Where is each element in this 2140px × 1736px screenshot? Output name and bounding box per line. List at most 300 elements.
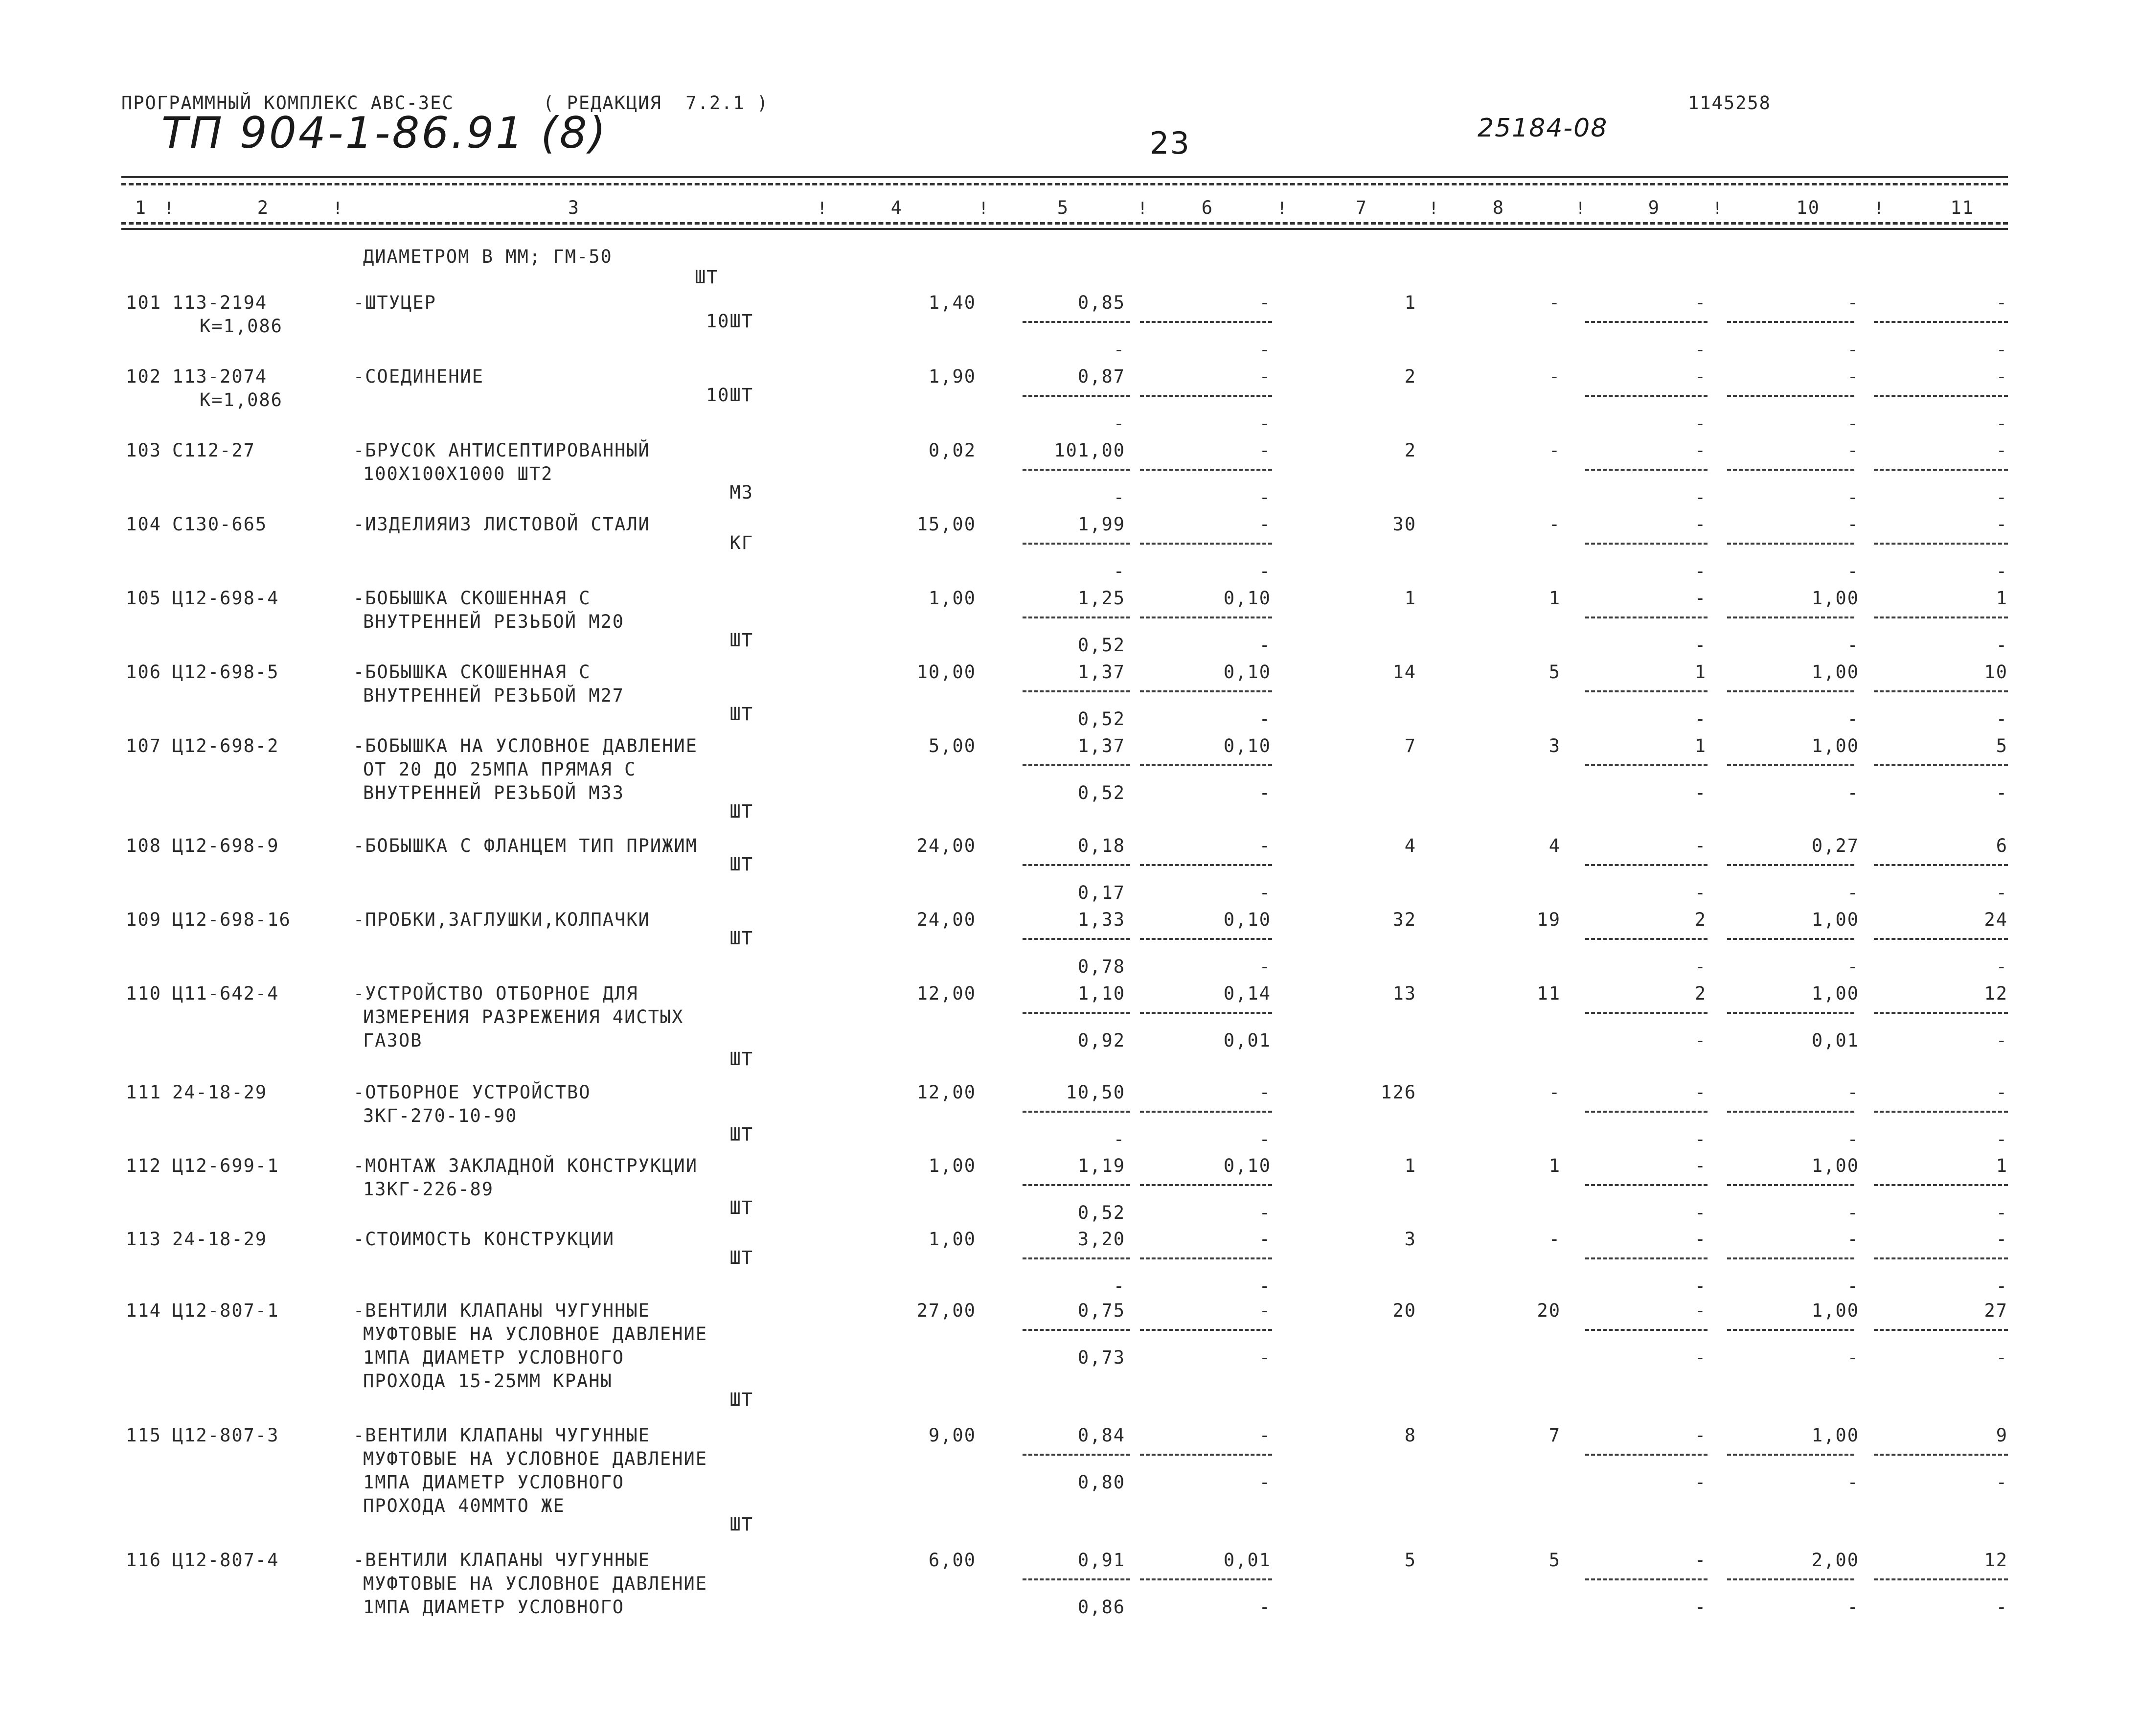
cell-c5: 1,37 xyxy=(1077,662,1125,683)
column-header: 1 xyxy=(135,197,147,218)
resource-name-line: -БОБЫШКА НА УСЛОВНОЕ ДАВЛЕНИЕ xyxy=(353,735,698,756)
cell-c10: 1,00 xyxy=(1811,1300,1859,1321)
cell-b9: - xyxy=(1694,882,1707,903)
cell-c4: 24,00 xyxy=(916,835,976,856)
cell-b6: - xyxy=(1259,1597,1271,1618)
cell-c4: 6,00 xyxy=(928,1550,976,1571)
cell-divider xyxy=(1140,1454,1272,1456)
cell-divider xyxy=(1874,543,2008,545)
cell-divider xyxy=(1727,321,1854,323)
resource-name-line: ВНУТРЕННЕЙ РЕЗЬБОЙ М20 xyxy=(363,611,625,632)
cell-b5: 0,86 xyxy=(1077,1597,1125,1618)
cell-b10: - xyxy=(1847,635,1859,656)
resource-name-line: ПРОХОДА 40ММТО ЖЕ xyxy=(363,1495,565,1516)
cell-b11: - xyxy=(1996,1472,2008,1493)
cell-c8: - xyxy=(1548,440,1561,461)
cell-divider xyxy=(1023,395,1130,397)
cell-c10: - xyxy=(1847,366,1859,387)
cell-divider xyxy=(1140,617,1272,618)
cell-c7: 1 xyxy=(1404,588,1416,609)
resource-code: 113-2074 xyxy=(172,366,268,387)
column-separator: ! xyxy=(164,199,174,218)
cell-divider xyxy=(1023,938,1130,940)
cell-c4: 5,00 xyxy=(928,735,976,756)
unit-of-measure: ШТ xyxy=(729,854,753,875)
resource-name-line: -БРУСОК АНТИСЕПТИРОВАННЫЙ xyxy=(353,440,650,461)
row-number: 106 xyxy=(126,662,161,683)
unit-of-measure: ШТ xyxy=(729,1514,753,1535)
cell-b5: - xyxy=(1113,561,1125,582)
cell-divider xyxy=(1023,1184,1130,1186)
column-separator: ! xyxy=(1277,199,1287,218)
cell-divider xyxy=(1140,543,1272,545)
cell-c4: 9,00 xyxy=(928,1425,976,1446)
cell-b6: - xyxy=(1259,1347,1271,1368)
cell-divider xyxy=(1874,1257,2008,1259)
cell-divider xyxy=(1023,690,1130,692)
cell-c11: - xyxy=(1996,366,2008,387)
cell-b9: - xyxy=(1694,1472,1707,1493)
cell-c11: 27 xyxy=(1984,1300,2008,1321)
row-number: 114 xyxy=(126,1300,161,1321)
continuation-text: ДИАМЕТРОМ В ММ; ГМ-50 xyxy=(363,246,613,267)
cell-c9: - xyxy=(1694,440,1707,461)
cell-b9: - xyxy=(1694,708,1707,730)
cell-c6: 0,10 xyxy=(1223,662,1271,683)
document-code: 1145258 xyxy=(1688,92,1771,114)
cell-b11: - xyxy=(1996,956,2008,977)
cell-c5: 3,20 xyxy=(1077,1229,1125,1250)
row-number: 104 xyxy=(126,514,161,535)
resource-code: С112-27 xyxy=(172,440,255,461)
table-top-dash xyxy=(121,183,2008,185)
cell-c11: 10 xyxy=(1984,662,2008,683)
cell-c11: 24 xyxy=(1984,909,2008,930)
cell-c5: 1,10 xyxy=(1077,983,1125,1004)
cell-divider xyxy=(1585,617,1707,618)
cell-b10: - xyxy=(1847,1347,1859,1368)
cell-b6: - xyxy=(1259,1276,1271,1297)
cell-c9: 2 xyxy=(1694,983,1707,1004)
cell-c7: 1 xyxy=(1404,1155,1416,1176)
cell-b11: - xyxy=(1996,487,2008,508)
unit-of-measure: ШТ xyxy=(729,1124,753,1145)
cell-b11: - xyxy=(1996,1597,2008,1618)
cell-c10: 1,00 xyxy=(1811,662,1859,683)
resource-name-line: МУФТОВЫЕ НА УСЛОВНОЕ ДАВЛЕНИЕ xyxy=(363,1324,708,1345)
resource-name-line: МУФТОВЫЕ НА УСЛОВНОЕ ДАВЛЕНИЕ xyxy=(363,1448,708,1469)
cell-b5: 0,52 xyxy=(1077,708,1125,730)
cell-c9: - xyxy=(1694,1300,1707,1321)
resource-name-line: -ОТБОРНОЕ УСТРОЙСТВО xyxy=(353,1082,591,1103)
column-separator: ! xyxy=(1575,199,1586,218)
cell-c10: 1,00 xyxy=(1811,983,1859,1004)
row-number: 102 xyxy=(126,366,161,387)
cell-c5: 0,18 xyxy=(1077,835,1125,856)
cell-b9: - xyxy=(1694,1276,1707,1297)
cell-b9: - xyxy=(1694,635,1707,656)
cell-c9: - xyxy=(1694,1550,1707,1571)
cell-c10: 1,00 xyxy=(1811,1155,1859,1176)
unit-of-measure: М3 xyxy=(729,482,753,503)
cell-b10: - xyxy=(1847,1472,1859,1493)
unit-of-measure: 10ШТ xyxy=(706,311,753,332)
column-separator: ! xyxy=(333,199,343,218)
cell-c7: 32 xyxy=(1392,909,1416,930)
cell-b6: - xyxy=(1259,882,1271,903)
cell-c8: 19 xyxy=(1537,909,1561,930)
row-number: 110 xyxy=(126,983,161,1004)
cell-c7: 2 xyxy=(1404,440,1416,461)
row-number: 101 xyxy=(126,292,161,313)
cell-divider xyxy=(1023,469,1130,471)
edition-label: ( РЕДАКЦИЯ 7.2.1 ) xyxy=(543,92,769,114)
column-separator: ! xyxy=(1429,199,1439,218)
resource-code: 113-2194 xyxy=(172,292,268,313)
cell-divider xyxy=(1874,690,2008,692)
cell-divider xyxy=(1140,1111,1272,1113)
cell-b11: - xyxy=(1996,708,2008,730)
cell-divider xyxy=(1023,321,1130,323)
cell-c5: 0,75 xyxy=(1077,1300,1125,1321)
cell-divider xyxy=(1727,1184,1854,1186)
cell-c11: - xyxy=(1996,440,2008,461)
cell-divider xyxy=(1023,1257,1130,1259)
cell-c8: - xyxy=(1548,514,1561,535)
cell-c10: 1,00 xyxy=(1811,1425,1859,1446)
unit-of-measure: ШТ xyxy=(729,1049,753,1070)
column-header: 8 xyxy=(1492,197,1504,218)
cell-divider xyxy=(1585,1012,1707,1014)
resource-name-line: 100Х100Х1000 ШТ2 xyxy=(363,463,553,484)
column-header: 4 xyxy=(890,197,903,218)
column-separator: ! xyxy=(1874,199,1884,218)
resource-name-line: -БОБЫШКА СКОШЕННАЯ С xyxy=(353,662,591,683)
cell-divider xyxy=(1727,690,1854,692)
cell-divider xyxy=(1874,1454,2008,1456)
cell-c6: - xyxy=(1259,440,1271,461)
cell-c8: 20 xyxy=(1537,1300,1561,1321)
cell-divider xyxy=(1023,1012,1130,1014)
unit-of-measure: ШТ xyxy=(729,704,753,725)
cell-divider xyxy=(1874,321,2008,323)
cell-c5: 1,25 xyxy=(1077,588,1125,609)
cell-b11: - xyxy=(1996,635,2008,656)
cell-c11: 5 xyxy=(1996,735,2008,756)
resource-name-line: -СТОИМОСТЬ КОНСТРУКЦИИ xyxy=(353,1229,615,1250)
column-header: 5 xyxy=(1057,197,1069,218)
cell-divider xyxy=(1874,1578,2008,1580)
cell-c11: 9 xyxy=(1996,1425,2008,1446)
resource-coefficient: К=1,086 xyxy=(200,316,283,337)
cell-c9: - xyxy=(1694,588,1707,609)
resource-name-line: 1МПА ДИАМЕТР УСЛОВНОГО xyxy=(363,1472,625,1493)
cell-c9: - xyxy=(1694,1425,1707,1446)
cell-c10: 1,00 xyxy=(1811,588,1859,609)
cell-b9: - xyxy=(1694,1347,1707,1368)
cell-c7: 8 xyxy=(1404,1425,1416,1446)
cell-c5: 1,33 xyxy=(1077,909,1125,930)
cell-c6: - xyxy=(1259,514,1271,535)
resource-name-line: -ВЕНТИЛИ КЛАПАНЫ ЧУГУННЫЕ xyxy=(353,1550,650,1571)
cell-divider xyxy=(1023,543,1130,545)
cell-c11: 1 xyxy=(1996,1155,2008,1176)
column-header: 10 xyxy=(1796,197,1820,218)
cell-c8: 5 xyxy=(1548,662,1561,683)
column-separator: ! xyxy=(979,199,989,218)
cell-c7: 4 xyxy=(1404,835,1416,856)
cell-b11: - xyxy=(1996,1347,2008,1368)
cell-b10: - xyxy=(1847,1202,1859,1223)
cell-c7: 30 xyxy=(1392,514,1416,535)
resource-name-line: ГАЗОВ xyxy=(363,1030,423,1051)
cell-c4: 24,00 xyxy=(916,909,976,930)
cell-b11: - xyxy=(1996,339,2008,360)
cell-c9: - xyxy=(1694,1229,1707,1250)
cell-divider xyxy=(1727,1578,1854,1580)
cell-b9: - xyxy=(1694,1129,1707,1150)
cell-divider xyxy=(1585,321,1707,323)
cell-divider xyxy=(1140,1329,1272,1331)
resource-name-line: -БОБЫШКА СКОШЕННАЯ С xyxy=(353,588,591,609)
cell-b10: - xyxy=(1847,882,1859,903)
cell-divider xyxy=(1585,395,1707,397)
cell-b6: - xyxy=(1259,413,1271,434)
cell-c9: 1 xyxy=(1694,735,1707,756)
unit-of-measure: ШТ xyxy=(729,928,753,949)
resource-code: С130-665 xyxy=(172,514,268,535)
cell-c10: - xyxy=(1847,292,1859,313)
cell-c7: 5 xyxy=(1404,1550,1416,1571)
cell-c8: 3 xyxy=(1548,735,1561,756)
cell-divider xyxy=(1585,1329,1707,1331)
cell-divider xyxy=(1727,1454,1854,1456)
row-number: 103 xyxy=(126,440,161,461)
cell-c5: 1,37 xyxy=(1077,735,1125,756)
unit-of-measure: ШТ xyxy=(729,1197,753,1218)
cell-c10: - xyxy=(1847,1082,1859,1103)
cell-b5: - xyxy=(1113,339,1125,360)
cell-divider xyxy=(1727,1257,1854,1259)
unit-of-measure: ШТ xyxy=(729,1247,753,1268)
cell-b5: 0,80 xyxy=(1077,1472,1125,1493)
cell-b6: - xyxy=(1259,339,1271,360)
resource-name-line: МУФТОВЫЕ НА УСЛОВНОЕ ДАВЛЕНИЕ xyxy=(363,1573,708,1594)
resource-name-line: ПРОХОДА 15-25ММ КРАНЫ xyxy=(363,1371,613,1392)
cell-c6: 0,14 xyxy=(1223,983,1271,1004)
resource-name-line: -ВЕНТИЛИ КЛАПАНЫ ЧУГУННЫЕ xyxy=(353,1300,650,1321)
cell-divider xyxy=(1023,1454,1130,1456)
cell-b10: - xyxy=(1847,487,1859,508)
cell-c8: - xyxy=(1548,366,1561,387)
cell-b10: 0,01 xyxy=(1811,1030,1859,1051)
resource-name-line: 3КГ-270-10-90 xyxy=(363,1105,518,1126)
cell-b9: - xyxy=(1694,487,1707,508)
cell-b10: - xyxy=(1847,561,1859,582)
cell-b5: 0,92 xyxy=(1077,1030,1125,1051)
cell-c7: 2 xyxy=(1404,366,1416,387)
column-separator: ! xyxy=(817,199,827,218)
resource-code: 24-18-29 xyxy=(172,1082,268,1103)
cell-divider xyxy=(1140,690,1272,692)
cell-b10: - xyxy=(1847,708,1859,730)
cell-c5: 1,99 xyxy=(1077,514,1125,535)
cell-divider xyxy=(1727,938,1854,940)
resource-coefficient: К=1,086 xyxy=(200,389,283,411)
row-number: 107 xyxy=(126,735,161,756)
cell-divider xyxy=(1874,617,2008,618)
row-number: 111 xyxy=(126,1082,161,1103)
cell-b5: - xyxy=(1113,487,1125,508)
cell-c6: 0,10 xyxy=(1223,909,1271,930)
cell-divider xyxy=(1727,469,1854,471)
resource-code: Ц12-698-4 xyxy=(172,588,279,609)
cell-c7: 3 xyxy=(1404,1229,1416,1250)
cell-c11: 1 xyxy=(1996,588,2008,609)
cell-c5: 101,00 xyxy=(1054,440,1125,461)
cell-c4: 12,00 xyxy=(916,1082,976,1103)
cell-b5: - xyxy=(1113,413,1125,434)
cell-divider xyxy=(1140,1184,1272,1186)
cell-divider xyxy=(1585,469,1707,471)
cell-b5: 0,52 xyxy=(1077,782,1125,803)
cell-b10: - xyxy=(1847,1597,1859,1618)
cell-c11: - xyxy=(1996,292,2008,313)
cell-c9: - xyxy=(1694,292,1707,313)
cell-c10: 2,00 xyxy=(1811,1550,1859,1571)
cell-divider xyxy=(1140,321,1272,323)
cell-c6: - xyxy=(1259,1229,1271,1250)
resource-code: Ц12-807-3 xyxy=(172,1425,279,1446)
cell-c10: 0,27 xyxy=(1811,835,1859,856)
cell-b6: - xyxy=(1259,1472,1271,1493)
cell-c6: 0,10 xyxy=(1223,588,1271,609)
cell-c11: - xyxy=(1996,514,2008,535)
cell-divider xyxy=(1874,864,2008,866)
resource-name-line: -СОЕДИНЕНИЕ xyxy=(353,366,484,387)
resource-name-line: -БОБЫШКА С ФЛАНЦЕМ ТИП ПРИЖИМ xyxy=(353,835,698,856)
cell-b10: - xyxy=(1847,956,1859,977)
cell-c10: - xyxy=(1847,1229,1859,1250)
cell-c5: 10,50 xyxy=(1066,1082,1125,1103)
cell-c4: 1,90 xyxy=(928,366,976,387)
cell-c4: 15,00 xyxy=(916,514,976,535)
row-number: 115 xyxy=(126,1425,161,1446)
handwritten-reference: 25184-08 xyxy=(1478,114,1608,143)
cell-c8: 1 xyxy=(1548,1155,1561,1176)
column-header: 3 xyxy=(568,197,580,218)
resource-name-line: ОТ 20 ДО 25МПА ПРЯМАЯ С xyxy=(363,759,637,780)
column-header: 9 xyxy=(1648,197,1660,218)
cell-c4: 1,00 xyxy=(928,588,976,609)
cell-b5: - xyxy=(1113,1276,1125,1297)
resource-name-line: 1МПА ДИАМЕТР УСЛОВНОГО xyxy=(363,1597,625,1618)
cell-divider xyxy=(1874,1012,2008,1014)
cell-c6: - xyxy=(1259,292,1271,313)
cell-divider xyxy=(1140,1012,1272,1014)
cell-c4: 10,00 xyxy=(916,662,976,683)
column-header: 2 xyxy=(257,197,269,218)
cell-divider xyxy=(1023,864,1130,866)
resource-code: Ц11-642-4 xyxy=(172,983,279,1004)
cell-divider xyxy=(1140,1257,1272,1259)
cell-divider xyxy=(1874,469,2008,471)
cell-divider xyxy=(1874,1184,2008,1186)
cell-c4: 0,02 xyxy=(928,440,976,461)
cell-b6: - xyxy=(1259,1129,1271,1150)
cell-c11: - xyxy=(1996,1229,2008,1250)
cell-c9: - xyxy=(1694,514,1707,535)
cell-c7: 1 xyxy=(1404,292,1416,313)
cell-c8: 1 xyxy=(1548,588,1561,609)
row-number: 108 xyxy=(126,835,161,856)
cell-divider xyxy=(1727,617,1854,618)
cell-b11: - xyxy=(1996,1129,2008,1150)
cell-c8: - xyxy=(1548,1229,1561,1250)
cell-b6: - xyxy=(1259,635,1271,656)
cell-c5: 0,91 xyxy=(1077,1550,1125,1571)
cell-b9: - xyxy=(1694,1030,1707,1051)
cell-c9: - xyxy=(1694,1082,1707,1103)
cell-divider xyxy=(1727,543,1854,545)
unit-of-measure: КГ xyxy=(729,532,753,553)
resource-code: Ц12-698-5 xyxy=(172,662,279,683)
cell-divider xyxy=(1874,1329,2008,1331)
cell-divider xyxy=(1140,469,1272,471)
cell-b11: - xyxy=(1996,1202,2008,1223)
cell-c9: - xyxy=(1694,1155,1707,1176)
cell-divider xyxy=(1874,395,2008,397)
resource-code: 24-18-29 xyxy=(172,1229,268,1250)
cell-divider xyxy=(1874,938,2008,940)
cell-c4: 1,40 xyxy=(928,292,976,313)
cell-c6: 0,10 xyxy=(1223,735,1271,756)
page-number: 23 xyxy=(1150,125,1190,161)
cell-c10: - xyxy=(1847,440,1859,461)
cell-c8: 4 xyxy=(1548,835,1561,856)
cell-c8: - xyxy=(1548,292,1561,313)
cell-divider xyxy=(1727,1012,1854,1014)
row-number: 116 xyxy=(126,1550,161,1571)
cell-b5: 0,78 xyxy=(1077,956,1125,977)
cell-b9: - xyxy=(1694,561,1707,582)
cell-c8: 5 xyxy=(1548,1550,1561,1571)
cell-divider xyxy=(1023,1329,1130,1331)
cell-c9: 2 xyxy=(1694,909,1707,930)
cell-b9: - xyxy=(1694,413,1707,434)
program-title: ПРОГРАММНЫЙ КОМПЛЕКС АВС-3ЕС xyxy=(121,92,454,114)
cell-b11: - xyxy=(1996,1276,2008,1297)
column-separator: ! xyxy=(1138,199,1148,218)
cell-divider xyxy=(1874,764,2008,766)
cell-c11: 12 xyxy=(1984,1550,2008,1571)
row-number: 113 xyxy=(126,1229,161,1250)
unit-of-measure: 10ШТ xyxy=(706,385,753,406)
cell-divider xyxy=(1585,1578,1707,1580)
cell-divider xyxy=(1140,764,1272,766)
cell-divider xyxy=(1585,938,1707,940)
cell-c4: 12,00 xyxy=(916,983,976,1004)
cell-divider xyxy=(1140,864,1272,866)
resource-name-line: -ШТУЦЕР xyxy=(353,292,436,313)
row-number: 105 xyxy=(126,588,161,609)
resource-code: Ц12-698-9 xyxy=(172,835,279,856)
cell-b10: - xyxy=(1847,1276,1859,1297)
cell-b6: - xyxy=(1259,782,1271,803)
cell-c6: 0,10 xyxy=(1223,1155,1271,1176)
cell-divider xyxy=(1585,764,1707,766)
cell-c7: 20 xyxy=(1392,1300,1416,1321)
